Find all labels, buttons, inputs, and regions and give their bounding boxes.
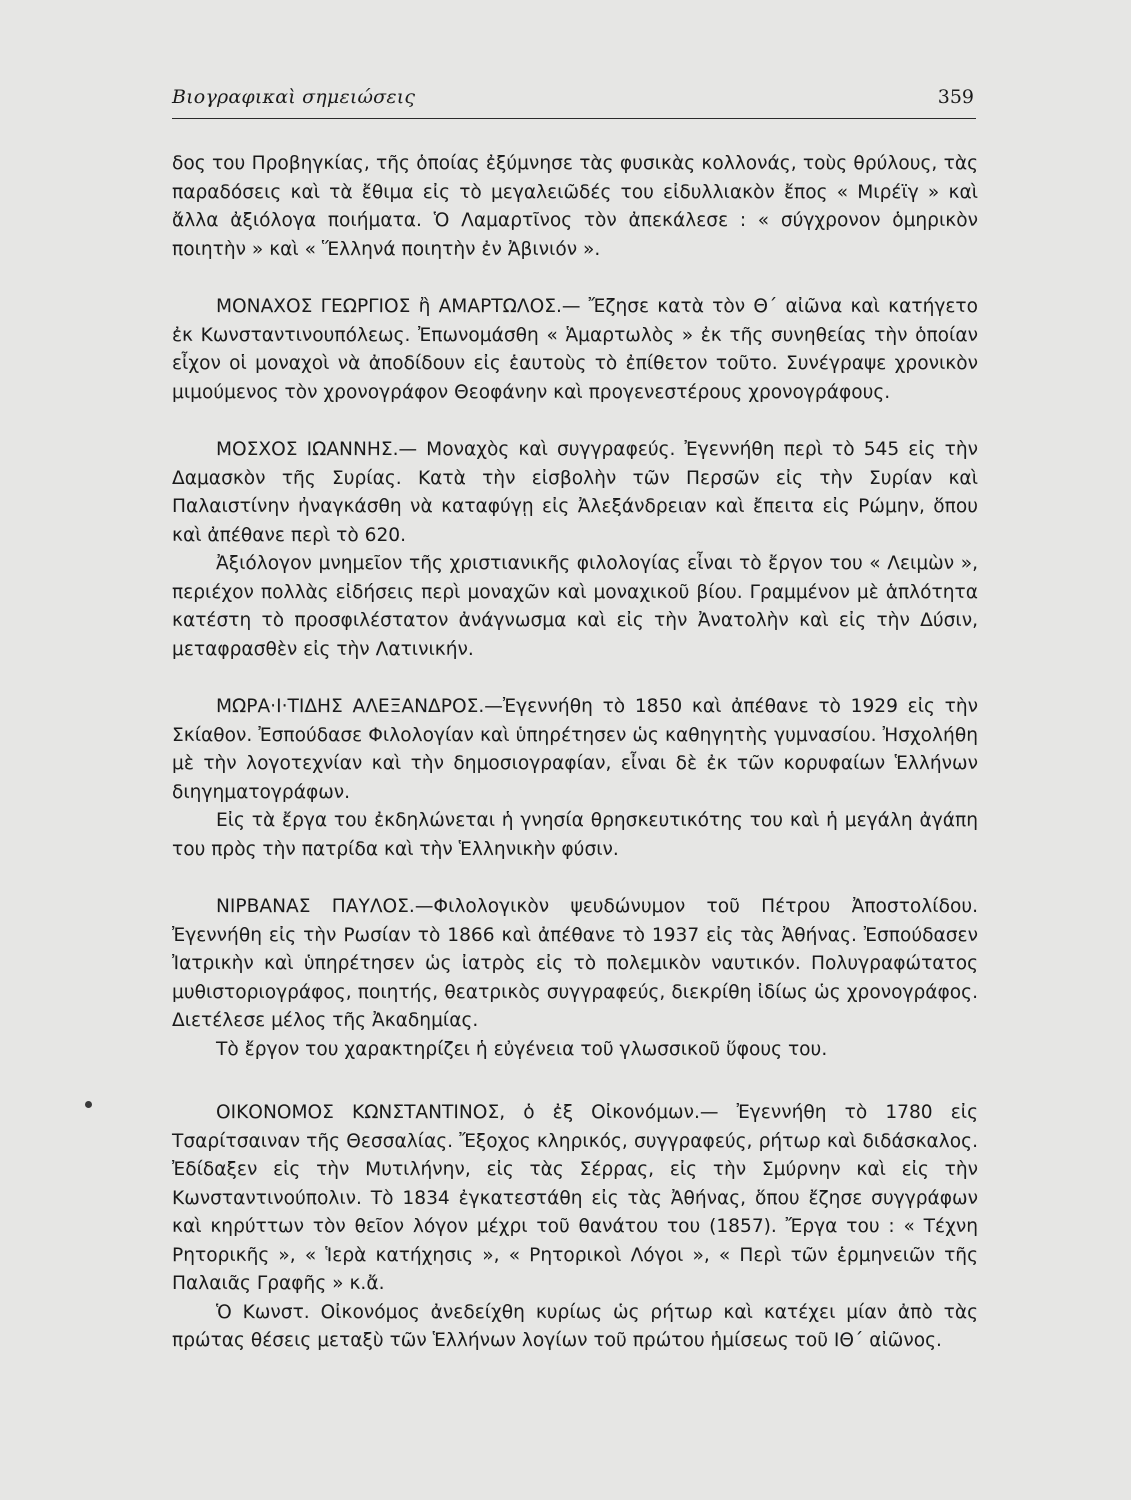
running-header	[172, 84, 976, 119]
body-text	[172, 150, 978, 1356]
entry-monachos-georgios: ΜΟΝΑΧΟΣ ΓΕΩΡΓΙΟΣ ἢ ΑΜΑΡΤΩΛΟΣ.— Ἔζησε κατὰ τὸν Θ΄ αἰῶνα καὶ κατήγετο ἐκ Κωνσταντινουπόλεως. Ἐπωνομάσθη « Ἁμαρτωλὸς » ἐκ τῆς συνηθείας τὴν ὁποίαν εἶχον οἱ μοναχοὶ νὰ ἀποδίδουν εἰς ἑαυτοὺς τὸ ἐπίθετον τοῦτο. Συνέγραψε χρονικὸν μιμούμενος τὸν χρονογράφον Θεοφάνην καὶ προγενεστέρους χρονογράφους.	[172, 296, 978, 403]
paragraph-moschos-work: Ἀξιόλογον μνημεῖον τῆς χριστιανικῆς φιλολογίας εἶναι τὸ ἔργον του « Λειμὼν », περιέχον πολλὰς εἰδήσεις περὶ μοναχῶν καὶ μοναχικοῦ βίου. Γραμμένον μὲ ἁπλότητα κατέστη τὸ προσφιλέστατον ἀνάγνωσμα καὶ εἰς τὴν Ἀνατολὴν καὶ εἰς τὴν Δύσιν, μεταφρασθὲν εἰς τὴν Λατινικήν.	[172, 553, 978, 660]
entry-moraitidis-alexandros: ΜΩΡΑ·Ι·ΤΙΔΗΣ ΑΛΕΞΑΝΔΡΟΣ.—Ἐγεννήθη τὸ 1850 καὶ ἀπέθανε τὸ 1929 εἰς τὴν Σκίαθον. Ἐσπούδασε Φιλολογίαν καὶ ὑπηρέτησεν ὡς καθηγητὴς γυμνασίου. Ἠσχολήθη μὲ τὴν λογοτεχνίαν καὶ τὴν δημοσιογραφίαν, εἶναι δὲ ἐκ τῶν κορυφαίων Ἑλλήνων διηγηματογράφων.	[172, 696, 978, 803]
paragraph-nirvanas-work: Τὸ ἔργον του χαρακτηρίζει ἡ εὐγένεια τοῦ γλωσσικοῦ ὕφους του.	[216, 1038, 828, 1060]
entry-moschos-ioannis: ΜΟΣΧΟΣ ΙΩΑΝΝΗΣ.— Μοναχὸς καὶ συγγραφεύς. Ἐγεννήθη περὶ τὸ 545 εἰς τὴν Δαμασκὸν τῆς Συρίας. Κατὰ τὴν εἰσβολὴν τῶν Περσῶν εἰς τὴν Συρίαν καὶ Παλαιστίνην ἠναγκάσθη νὰ καταφύγῃ εἰς Ἀλεξάνδρειαν καὶ ἔπειτα εἰς Ρώμην, ὅπου καὶ ἀπέθανε περὶ τὸ 620.	[172, 439, 978, 546]
entry-nirvanas-pavlos: ΝΙΡΒΑΝΑΣ ΠΑΥΛΟΣ.—Φιλολογικὸν ψευδώνυμον τοῦ Πέτρου Ἀποστολίδου. Ἐγεννήθη εἰς τὴν Ρωσίαν τὸ 1866 καὶ ἀπέθανε τὸ 1937 εἰς τὰς Ἀθήνας. Ἐσπούδασεν Ἰατρικὴν καὶ ὑπηρέτησεν ὡς ἰατρὸς εἰς τὸ πολεμικὸν ναυτικόν. Πολυγραφώτατος μυθιστοριογράφος, ποιητής, θεατρικὸς συγγραφεύς, διεκρίθη ἰδίως ὡς χρονογράφος. Διετέλεσε μέλος τῆς Ἀκαδημίας.	[172, 896, 978, 1031]
entry-oikonomos-konstantinos: ΟΙΚΟΝΟΜΟΣ ΚΩΝΣΤΑΝΤΙΝΟΣ, ὁ ἐξ Οἰκονόμων.— Ἐγεννήθη τὸ 1780 εἰς Τσαρίτσαιναν τῆς Θεσσαλίας. Ἔξοχος κληρικός, συγγραφεύς, ρήτωρ καὶ διδάσκαλος. Ἐδίδαξεν εἰς τὴν Μυτιλήνην, εἰς τὰς Σέρρας, εἰς τὴν Σμύρνην καὶ εἰς τὴν Κωνσταντινούπολιν. Τὸ 1834 ἐγκατεστάθη εἰς τὰς Ἀθήνας, ὅπου ἔζησε συγγράφων καὶ κηρύττων τὸν θεῖον λόγον μέχρι τοῦ θανάτου του (1857). Ἔργα του : « Τέχνη Ρητορικῆς », « Ἱερὰ κατήχησις », « Ρητορικοὶ Λόγοι », « Περὶ τῶν ἑρμηνειῶν τῆς Παλαιᾶς Γραφῆς » κ.ἄ.	[172, 1102, 978, 1294]
paragraph-oikonomos-work: Ὁ Κωνστ. Οἰκονόμος ἀνεδείχθη κυρίως ὡς ρήτωρ καὶ κατέχει μίαν ἀπὸ τὰς πρώτας θέσεις μεταξὺ τῶν Ἑλλήνων λογίων τοῦ πρώτου ἡμίσεως τοῦ ΙΘ΄ αἰῶνος.	[172, 1301, 978, 1351]
running-header-title: Βιογραφικαὶ σημειώσεις	[172, 86, 416, 108]
page-number: 359	[937, 86, 974, 108]
paragraph-continuation: δος του Προβηγκίας, τῆς ὁποίας ἐξύμνησε τὰς φυσικὰς κολλονάς, τοὺς θρύλους, τὰς παραδόσεις καὶ τὰ ἔθιμα εἰς τὸ μεγαλειῶδές του εἰδυλλιακὸν ἔπος « Μιρέϊγ » καὶ ἄλλα ἀξιόλογα ποιήματα. Ὁ Λαμαρτῖνος τὸν ἀπεκάλεσε : « σύγχρονον ὁμηρικὸν ποιητὴν » καὶ « Ἕλληνά ποιητὴν ἐν Ἀβινιόν ».	[172, 153, 978, 260]
paragraph-moraitidis-work: Εἰς τὰ ἔργα του ἐκδηλώνεται ἡ γνησία θρησκευτικότης του καὶ ἡ μεγάλη ἀγάπη του πρὸς τὴν πατρίδα καὶ τὴν Ἑλληνικὴν φύσιν.	[172, 810, 978, 860]
margin-dot-mark	[85, 1101, 92, 1108]
